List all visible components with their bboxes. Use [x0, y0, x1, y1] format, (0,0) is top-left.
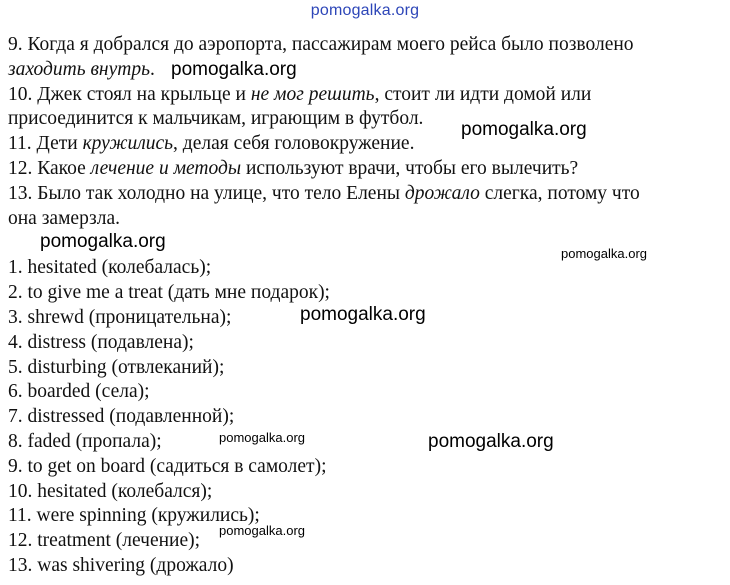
answer-item: 10. hesitated (колебался); — [8, 480, 213, 502]
watermark: pomogalka.org — [300, 304, 426, 325]
answer-item: 7. distressed (подавленной); — [8, 406, 235, 428]
answer-item: 4. distress (подавлена); — [8, 331, 194, 353]
watermark: pomogalka.org — [461, 119, 587, 140]
sentence-10-end: , стоит ли идти домой или — [374, 83, 592, 105]
sentence-13 — [8, 182, 723, 207]
sentence-13-end: слегка, потому что — [479, 182, 640, 204]
sentence-9-cont — [8, 58, 723, 83]
sentence-10-text: 10. Джек стоял на крыльце и — [8, 83, 251, 105]
sentence-12 — [8, 157, 723, 182]
watermark: pomogalka.org — [171, 59, 297, 80]
answer-item: 8. faded (пропала); — [8, 430, 162, 452]
sentence-10-italic: не мог решить — [250, 83, 375, 105]
sentence-13-cont: она замерзла. — [8, 207, 121, 229]
sentence-9-text: 9. Когда я добрался до аэропорта, пассажирам моего рейса было позволено — [8, 34, 634, 55]
sentence-12-text: 12. Какое — [8, 157, 91, 179]
answer-item: 6. boarded (села); — [8, 381, 150, 403]
sentence-13-italic: дрожало — [404, 182, 480, 204]
watermark: pomogalka.org — [561, 246, 647, 261]
sentence-11-end: , делая себя головокружение. — [173, 133, 415, 155]
sentence-10-cont: присоединится к мальчикам, играющим в футбол. — [8, 108, 424, 130]
sentence-9 — [8, 33, 723, 58]
answer-item: 13. was shivering (дрожало) — [8, 554, 234, 576]
watermark: pomogalka.org — [40, 231, 166, 252]
answer-item: 5. disturbing (отвлеканий); — [8, 356, 225, 378]
watermark: pomogalka.org — [219, 523, 305, 538]
answer-item: 9. to get on board (садиться в самолет); — [8, 455, 327, 477]
watermark: pomogalka.org — [428, 431, 554, 452]
answer-item: 3. shrewd (проницательна); — [8, 306, 232, 328]
watermark-top: pomogalka.org — [310, 2, 420, 19]
sentence-11-text: 11. Дети — [8, 133, 83, 155]
sentence-11-italic: кружились — [82, 133, 174, 155]
watermark: pomogalka.org — [219, 430, 305, 445]
answer-item: 1. hesitated (колебалась); — [8, 257, 212, 279]
answer-item: 11. were spinning (кружились); — [8, 505, 260, 527]
sentence-12-end: используют врачи, чтобы его вылечить? — [241, 157, 579, 179]
sentence-9-italic: заходить внутрь — [8, 58, 150, 80]
sentence-10 — [8, 83, 723, 108]
sentence-13-text: 13. Было так холодно на улице, что тело Елены — [8, 182, 405, 204]
answer-item: 12. treatment (лечение); — [8, 530, 201, 552]
answer-item: 2. to give me a treat (дать мне подарок); — [8, 282, 330, 304]
sentence-11 — [8, 132, 723, 157]
sentence-9-end: . — [149, 58, 155, 80]
sentence-12-italic: лечение и методы — [90, 157, 242, 179]
